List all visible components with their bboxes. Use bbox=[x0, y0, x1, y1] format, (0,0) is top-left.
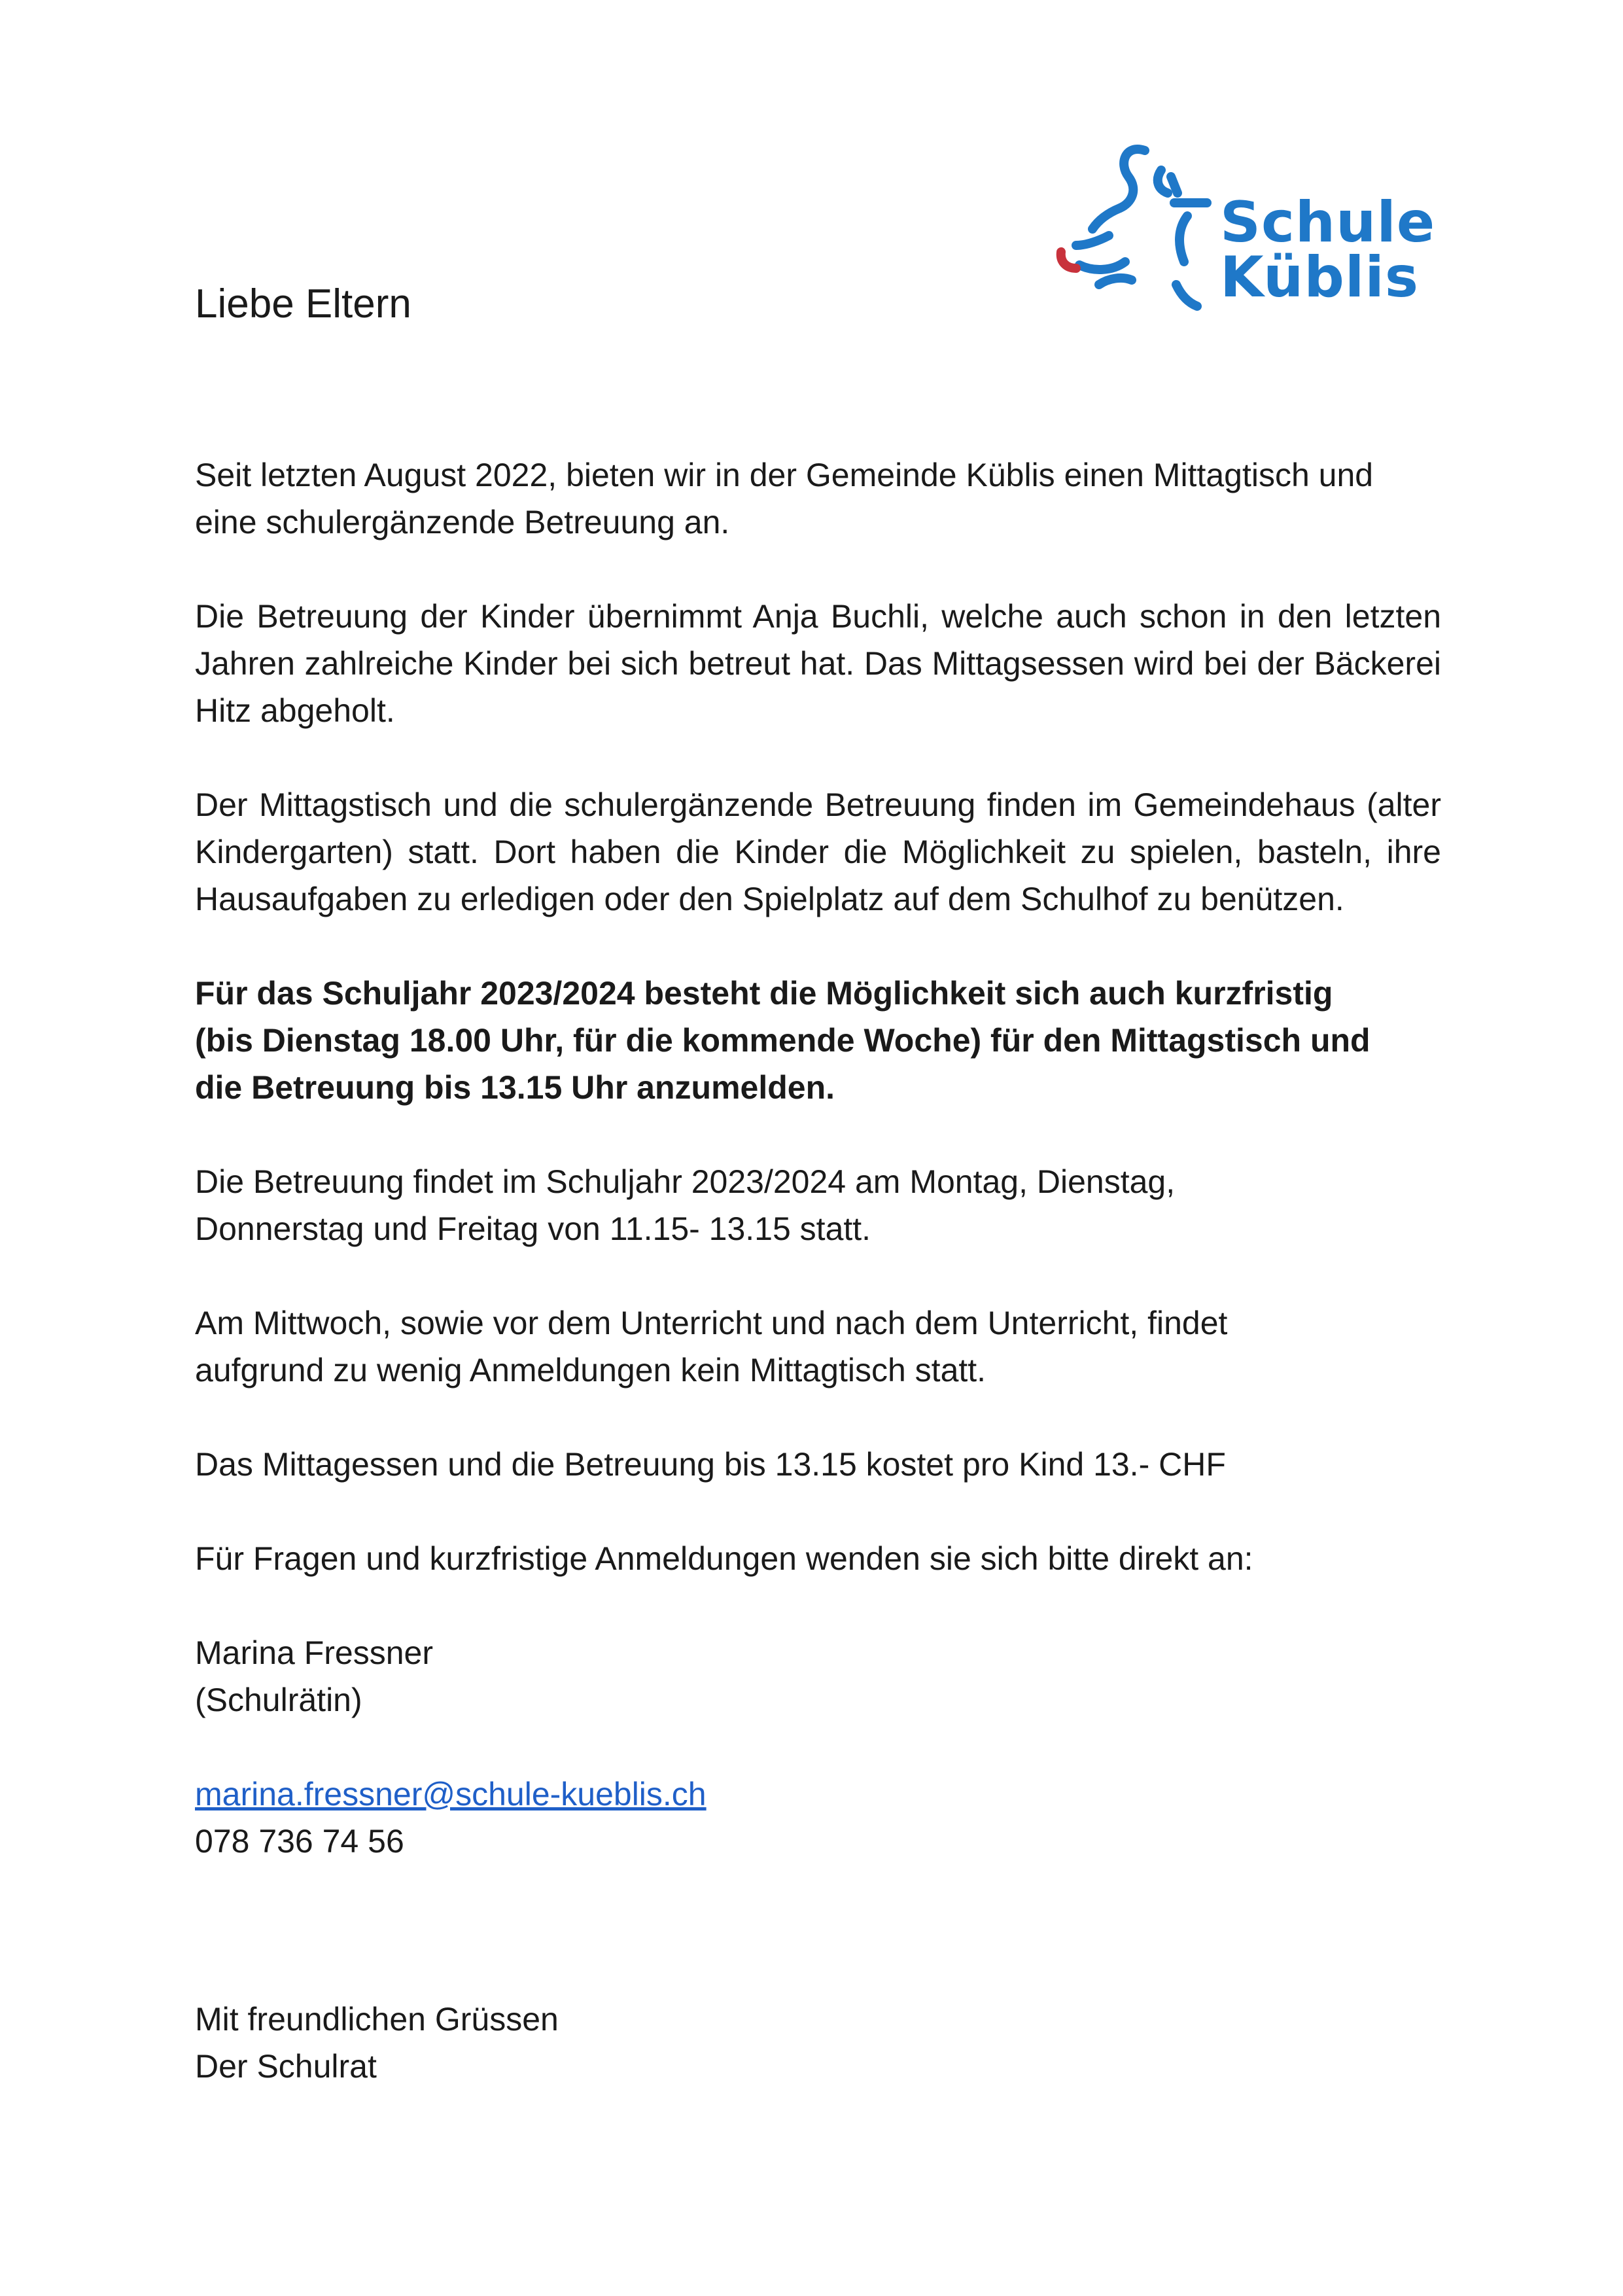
logo-wordmark bbox=[1220, 190, 1436, 310]
schedule-line-1: Die Betreuung findet im Schuljahr 2023/2024 am Montag, Dienstag, bbox=[195, 1163, 1176, 1200]
paragraph-questions: Für Fragen und kurzfristige Anmeldungen wenden sie sich bitte direkt an: bbox=[195, 1540, 1253, 1577]
closing-block bbox=[195, 1996, 559, 2090]
registration-line-3: die Betreuung bis 13.15 Uhr anzumelden. bbox=[195, 1069, 835, 1106]
registration-line-1: Für das Schuljahr 2023/2024 besteht die Möglichkeit sich auch kurzfristig bbox=[195, 975, 1333, 1012]
contact-block bbox=[195, 1629, 1441, 1723]
closing-greeting: Mit freundlichen Grüssen bbox=[195, 2001, 559, 2038]
contact-name: Marina Fressner bbox=[195, 1634, 433, 1671]
logo-line-2: Küblis bbox=[1220, 245, 1420, 310]
wednesday-line-1: Am Mittwoch, sowie vor dem Unterricht und nach dem Unterricht, findet bbox=[195, 1305, 1228, 1341]
wednesday-line-2: aufgrund zu wenig Anmeldungen kein Mittagtisch statt. bbox=[195, 1352, 986, 1388]
logo-line-1: Schule bbox=[1220, 190, 1436, 255]
school-logo bbox=[1047, 131, 1452, 327]
contact-details bbox=[195, 1771, 1441, 1865]
paragraph-caretaker: Die Betreuung der Kinder übernimmt Anja Buchli, welche auch schon in den letzten Jahren zahlreiche Kinder bei sich betreut hat. Das Mittagsessen wird bei der Bäckerei Hitz abgeholt. bbox=[195, 598, 1441, 729]
paragraph-cost: Das Mittagessen und die Betreuung bis 13.15 kostet pro Kind 13.- CHF bbox=[195, 1446, 1226, 1483]
closing-signature: Der Schulrat bbox=[195, 2048, 377, 2085]
paragraph-schedule bbox=[195, 1158, 1441, 1252]
ibex-head-icon bbox=[1047, 131, 1217, 327]
contact-role: (Schulrätin) bbox=[195, 1682, 362, 1718]
paragraph-registration bbox=[195, 970, 1441, 1111]
salutation: Liebe Eltern bbox=[195, 281, 411, 327]
paragraph-intro: Seit letzten August 2022, bieten wir in der Gemeinde Küblis einen Mittagtisch und eine schulergänzende Betreuung an. bbox=[195, 457, 1374, 540]
letter-body bbox=[195, 451, 1441, 1865]
registration-line-2: (bis Dienstag 18.00 Uhr, für die kommende Woche) für den Mittagstisch und bbox=[195, 1022, 1370, 1059]
paragraph-wednesday bbox=[195, 1299, 1441, 1394]
schedule-line-2: Donnerstag und Freitag von 11.15- 13.15 statt. bbox=[195, 1210, 871, 1247]
contact-email-link[interactable]: marina.fressner@schule-kueblis.ch bbox=[195, 1776, 707, 1812]
contact-phone: 078 736 74 56 bbox=[195, 1823, 404, 1860]
paragraph-location: Der Mittagstisch und die schulergänzende Betreuung finden im Gemeindehaus (alter Kindergarten) statt. Dort haben die Kinder die Möglichkeit zu spielen, basteln, ihre Hausaufgaben zu erledigen oder den Spielplatz auf dem Schulhof zu benützen. bbox=[195, 786, 1441, 917]
